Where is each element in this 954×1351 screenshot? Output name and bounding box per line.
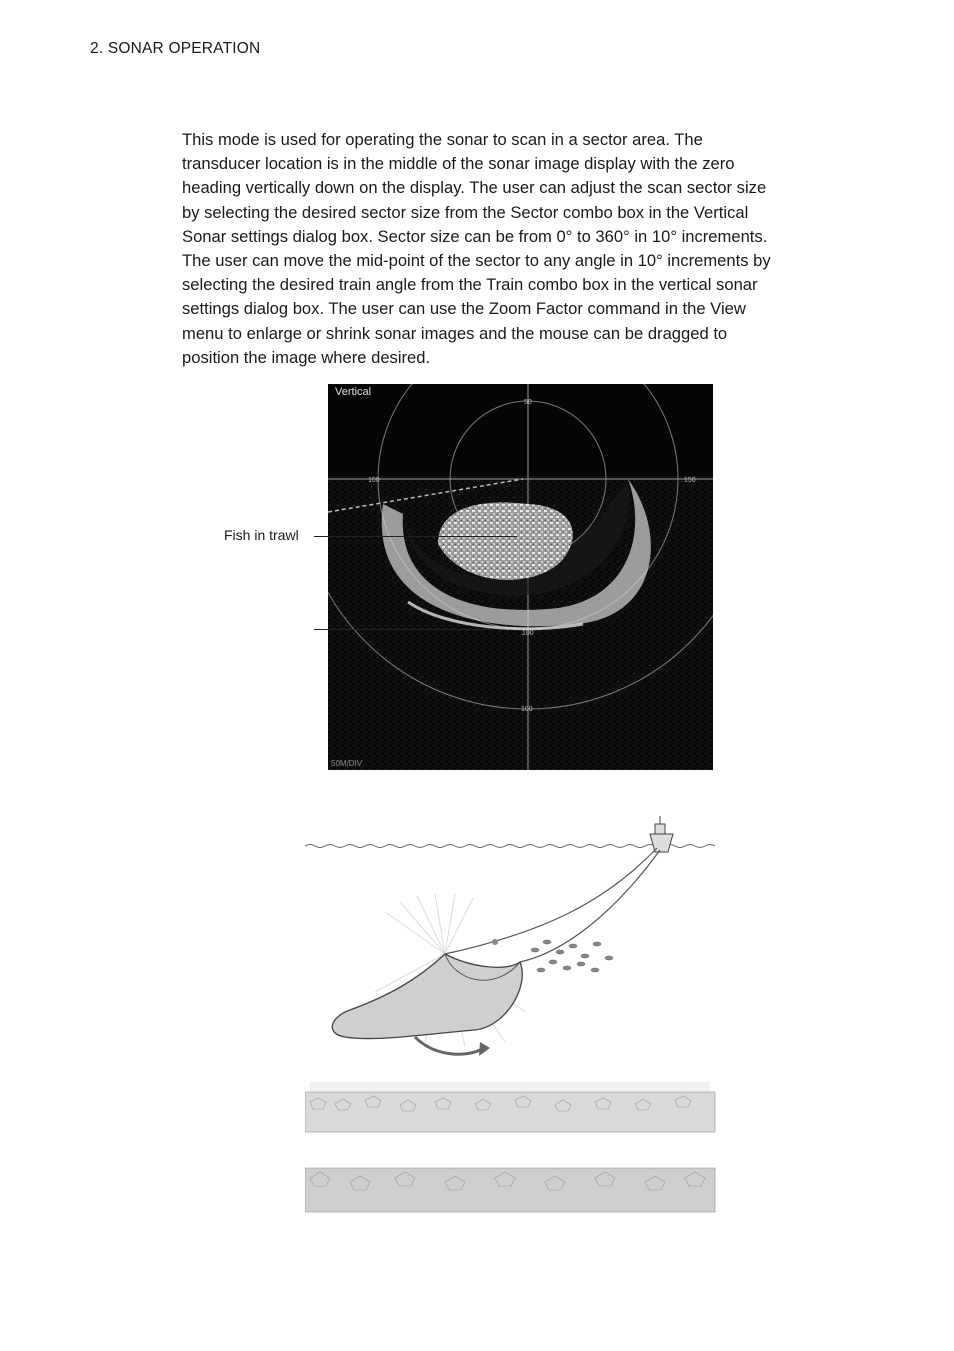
running-header: 2. SONAR OPERATION [90,40,261,57]
body-line: heading vertically down on the display. The user can adjust the scan sector size [182,178,767,198]
range-label: 50 [524,399,532,406]
body-line: settings dialog box. The user can use the Zoom Factor command in the View [182,299,746,319]
range-label: 100 [368,477,380,484]
range-label: 150 [684,477,696,484]
body-line: menu to enlarge or shrink sonar images and the mouse can be dragged to [182,323,728,343]
range-label: 100 [521,706,533,713]
body-line: The user can move the mid-point of the sector to any angle in 10° increments by [182,251,771,271]
sonar-mode-label: Vertical [335,386,372,398]
body-line: This mode is used for operating the sonar to scan in a sector area. The [182,130,703,149]
sonar-scale-label: 50M/DIV [331,759,363,768]
ship-icon [650,816,673,852]
body-line: position the image where desired. [182,347,431,367]
range-label: 100 [522,630,534,637]
body-line: transducer location is in the middle of the sonar image display with the zero [182,154,735,174]
callout-leader-line [314,536,517,537]
body-line: by selecting the desired sector size from the Sector combo box in the Vertical [182,202,749,222]
callout-leader-line [314,629,490,630]
body-line: Sonar settings dialog box. Sector size can be from 0° to 360° in 10° increments. [182,226,768,246]
trawl-illustration [305,812,719,1214]
callout-fish-in-trawl: Fish in trawl [224,527,299,543]
body-paragraph [182,128,842,370]
vertical-sonar-image [328,384,713,770]
body-line: selecting the desired train angle from the Train combo box in the vertical sonar [182,275,758,295]
